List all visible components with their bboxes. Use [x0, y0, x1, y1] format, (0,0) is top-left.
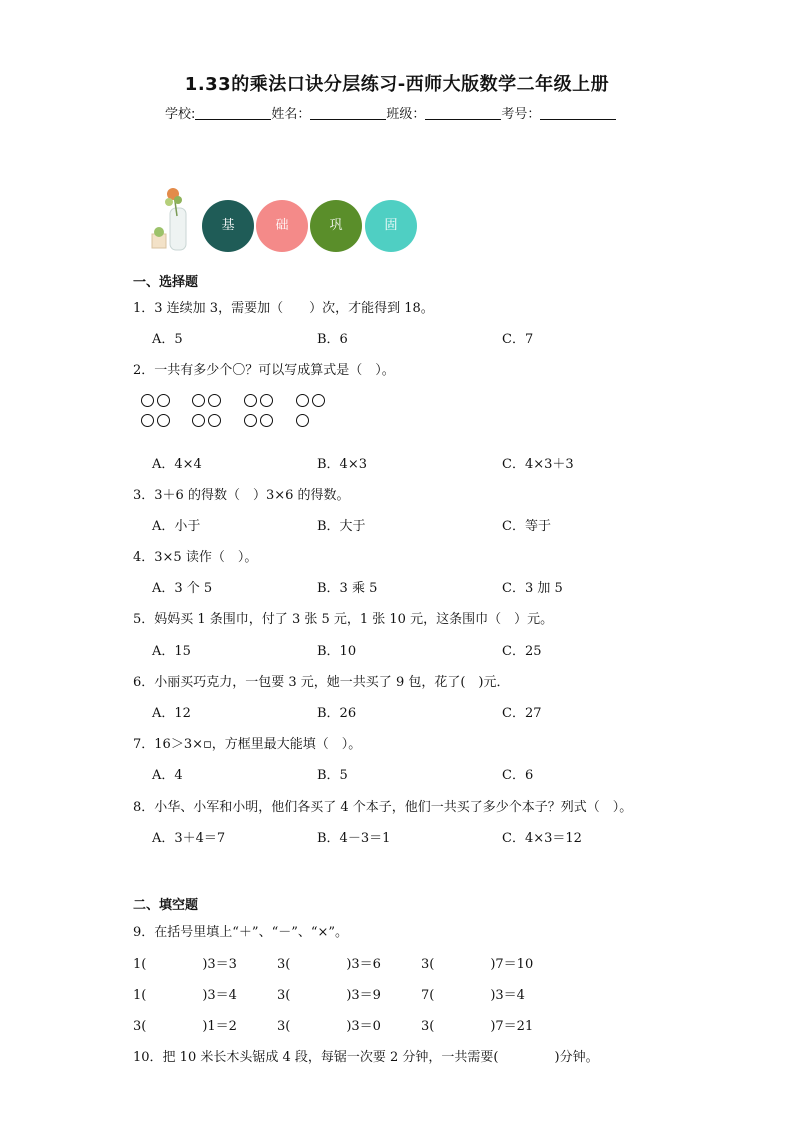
- q9-item-3-3[interactable]: 3( )7＝21: [421, 1019, 534, 1034]
- q2-option-b[interactable]: B．4×3: [317, 457, 367, 472]
- q3-option-b[interactable]: B．大于: [317, 519, 366, 534]
- q9-item-2-1[interactable]: 1( )3＝4: [133, 988, 237, 1003]
- student-info-line: [165, 103, 616, 122]
- q3-option-c[interactable]: C．等于: [502, 519, 551, 534]
- q2-option-c[interactable]: C．4×3＋3: [502, 457, 574, 472]
- q9-item-2-2[interactable]: 3( )3＝9: [277, 988, 381, 1003]
- q9-item-1-1[interactable]: 1( )3＝3: [133, 957, 237, 972]
- q3-option-a[interactable]: A．小于: [152, 519, 201, 534]
- page-title: 1.33的乘法口诀分层练习-西师大版数学二年级上册: [184, 74, 610, 95]
- q8-option-c[interactable]: C．4×3＝12: [502, 831, 582, 846]
- q1-option-c[interactable]: C．7: [502, 332, 534, 347]
- q6-option-b[interactable]: B．26: [317, 706, 357, 721]
- name-label: 姓名：: [271, 107, 311, 122]
- q4-option-c[interactable]: C．3 加 5: [502, 581, 563, 596]
- q1-option-b[interactable]: B．6: [317, 332, 348, 347]
- question-7-stem: 7．16＞3×▫，方框里最大能填（ ）。: [133, 737, 362, 752]
- question-10-stem: 10．把 10 米长木头锯成 4 段，每锯一次要 2 分钟，一共需要( )分钟。: [133, 1050, 599, 1065]
- q4-option-b[interactable]: B．3 乘 5: [317, 581, 378, 596]
- q9-item-3-2[interactable]: 3( )3＝0: [277, 1019, 381, 1034]
- q9-item-3-1[interactable]: 3( )1＝2: [133, 1019, 237, 1034]
- question-8-stem: 8．小华、小军和小明，他们各买了 4 个本子，他们一共买了多少个本子？列式（ ）。: [133, 800, 633, 815]
- banner-circle-4: 固: [365, 200, 417, 252]
- question-4-stem: 4．3×5 读作（ ）。: [133, 550, 258, 565]
- question-3-stem: 3．3＋6 的得数（ ）3×6 的得数。: [133, 488, 350, 503]
- question-1-stem: 1．3 连续加 3，需要加（ ）次，才能得到 18。: [133, 301, 434, 316]
- class-blank[interactable]: [425, 107, 501, 120]
- q6-option-a[interactable]: A．12: [152, 706, 191, 721]
- q8-option-b[interactable]: B．4－3＝1: [317, 831, 391, 846]
- name-blank[interactable]: [310, 107, 386, 120]
- question-6-stem: 6．小丽买巧克力，一包要 3 元，她一共买了 9 包，花了( )元．: [133, 675, 510, 690]
- q1-option-a[interactable]: A．5: [152, 332, 183, 347]
- exam-no-label: 考号：: [501, 107, 541, 122]
- q9-item-2-3[interactable]: 7( )3＝4: [421, 988, 525, 1003]
- q4-option-a[interactable]: A．3 个 5: [152, 581, 213, 596]
- q9-item-1-3[interactable]: 3( )7＝10: [421, 957, 534, 972]
- banner-circle-1: 基: [202, 200, 254, 252]
- q6-option-c[interactable]: C．27: [502, 706, 542, 721]
- question-2-stem: 2．一共有多少个〇？可以写成算式是（ ）。: [133, 363, 395, 378]
- question-9-stem: 9．在括号里填上“＋”、“－”、“×”。: [133, 925, 349, 940]
- question-5-stem: 5．妈妈买 1 条围巾，付了 3 张 5 元，1 张 10 元，这条围巾（ ）元。: [133, 612, 554, 627]
- class-label: 班级：: [386, 107, 426, 122]
- q8-option-a[interactable]: A．3＋4＝7: [152, 831, 226, 846]
- section-fill-heading: 二、填空题: [133, 898, 199, 913]
- exam-no-blank[interactable]: [540, 107, 616, 120]
- school-label: 学校:: [165, 107, 196, 122]
- q9-item-1-2[interactable]: 3( )3＝6: [277, 957, 381, 972]
- section-choice-heading: 一、选择题: [133, 275, 199, 290]
- q7-option-c[interactable]: C．6: [502, 768, 534, 783]
- banner-circle-3: 巩: [310, 200, 362, 252]
- q7-option-a[interactable]: A．4: [152, 768, 183, 783]
- q5-option-a[interactable]: A．15: [152, 644, 191, 659]
- banner-circle-2: 础: [256, 200, 308, 252]
- q5-option-c[interactable]: C．25: [502, 644, 542, 659]
- plant-vase-icon: [150, 186, 192, 252]
- school-blank[interactable]: [195, 107, 271, 120]
- q5-option-b[interactable]: B．10: [317, 644, 357, 659]
- q2-option-a[interactable]: A．4×4: [152, 457, 202, 472]
- q7-option-b[interactable]: B．5: [317, 768, 348, 783]
